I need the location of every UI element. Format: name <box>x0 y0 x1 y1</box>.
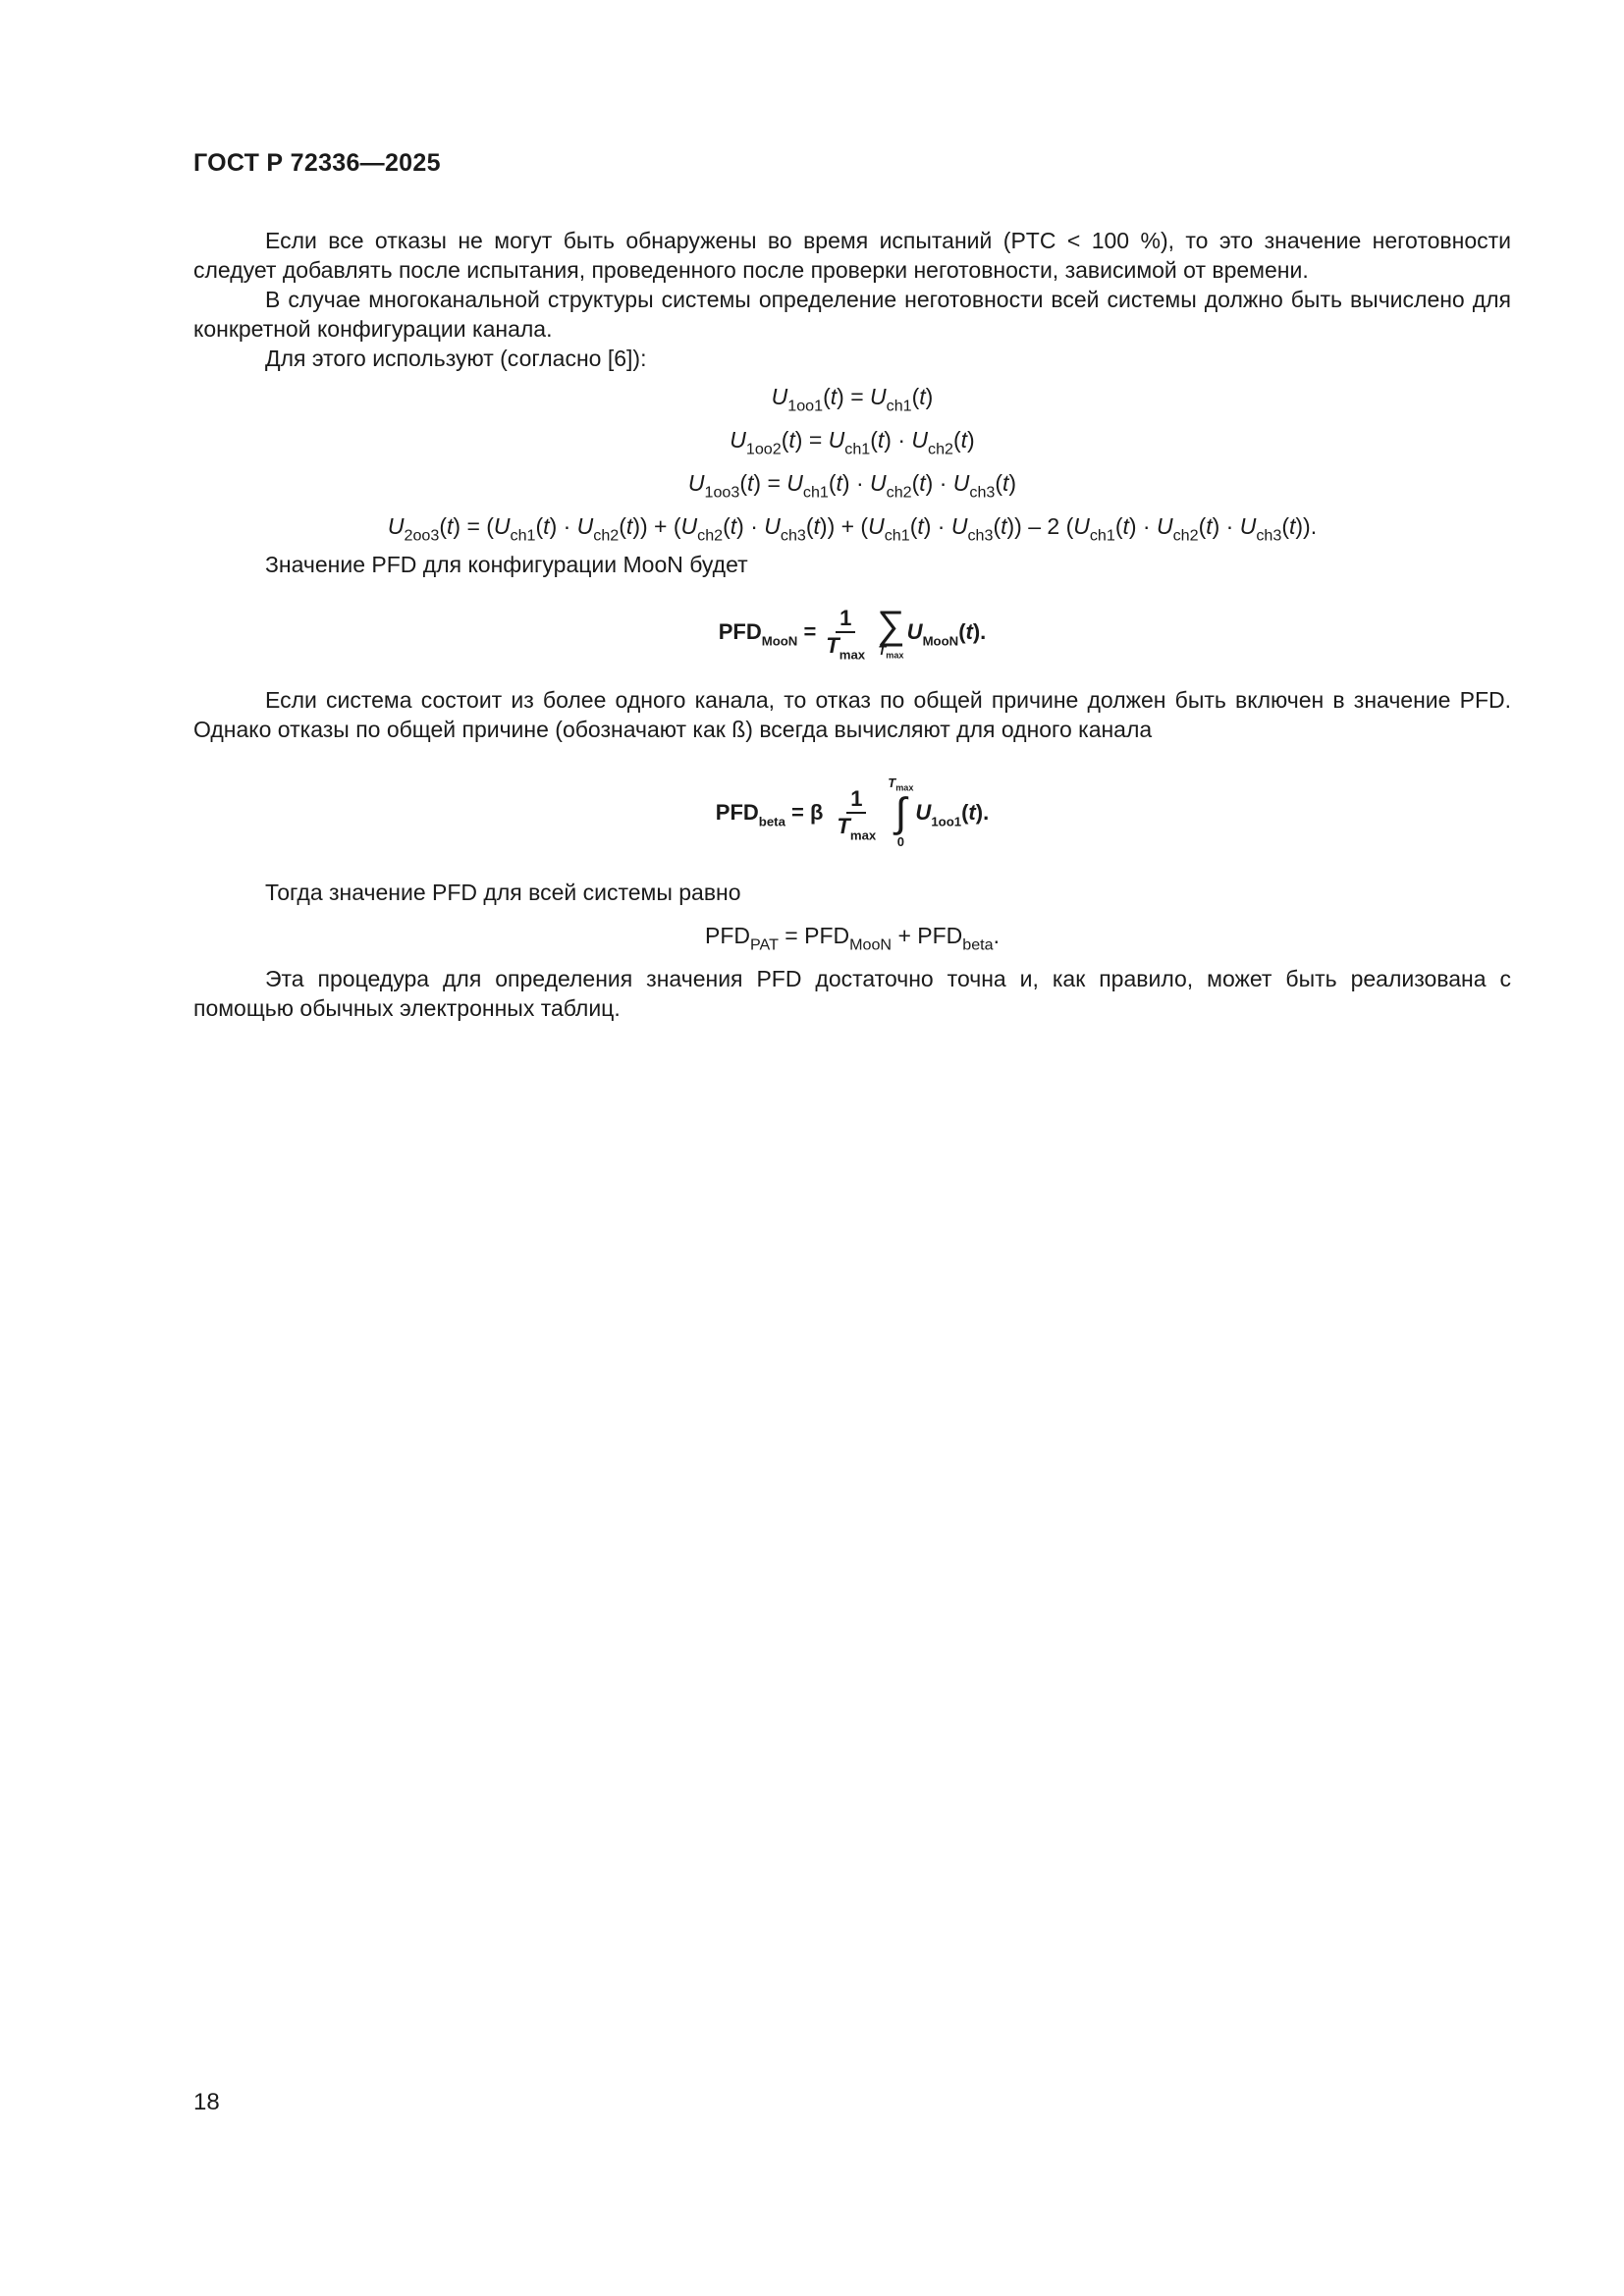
formula-3: $U_{1oo3}(t) = U_{ch1}(t) \cdot U_{ch2}(t) \cdot U_{ch3}(t)$ <box>687 470 1017 502</box>
formula-2: $U_{1oo2}(t) = U_{ch1}(t) \cdot U_{ch2}(t)$ <box>730 427 975 458</box>
standard-header: ГОСТ Р 72336—2025 <box>193 149 441 177</box>
paragraph-7: Эта процедура для определения значения PFD достаточно точна и, как правило, может быть реализована с помощью обычных электронных таблиц. <box>193 966 1511 1021</box>
paragraph-2: В случае многоканальной структуры системы определение неготовности всей системы должно быть вычислено для конкретной конфигурации канала. <box>193 287 1511 342</box>
formula-7: $PFD_{PAT} = PFD_{MooN} + PFD_{beta}$. <box>704 923 1000 954</box>
page-number: 18 <box>193 2089 220 2115</box>
formula-1: $U_{1oo1}(t) = U_{ch1}(t)$ <box>771 384 934 415</box>
paragraph-1: Если все отказы не могут быть обнаружены во время испытаний (PTC < 100 %), то это значение неготовности следует добавлять после испытания, проведенного после проверки неготовности, зависимой от времени. <box>193 228 1511 283</box>
formula-5: $PFD_{MooN}$ = $\frac{1}{T_{max}}$ ∑ $T_{max}$ $U_{MooN}(t)$. <box>718 604 987 663</box>
paragraph-3: Для этого используют (согласно [6]): <box>265 346 647 371</box>
page-content <box>193 226 1511 1023</box>
paragraph-4: Значение PFD для конфигурации MooN будет <box>265 552 748 577</box>
paragraph-5: Если система состоит из более одного канала, то отказ по общей причине должен быть включен в значение PFD. Однако отказы по общей причине (обозначают как ß) всегда вычисляют для одного канала <box>193 687 1511 742</box>
formula-6: $PFD_{beta} = \beta$ $\frac{1}{T_{max}}$ $T_{max}$ ∫ 0 $U_{1oo1}(t)$. <box>715 775 990 849</box>
paragraph-6: Тогда значение PFD для всей системы равно <box>265 880 741 905</box>
formula-4: $U_{2oo3}(t) = (U_{ch1}(t) \cdot U_{ch2}(t)) + (U_{ch2}(t) \cdot U_{ch3}(t)) + (U_{ch1}(t) \cdot U_{ch3}(t)) - 2$ $(U_{ch1}(t) \cdot U_{ch2}(t) \cdot U_{ch3}(t))$. <box>387 513 1318 545</box>
